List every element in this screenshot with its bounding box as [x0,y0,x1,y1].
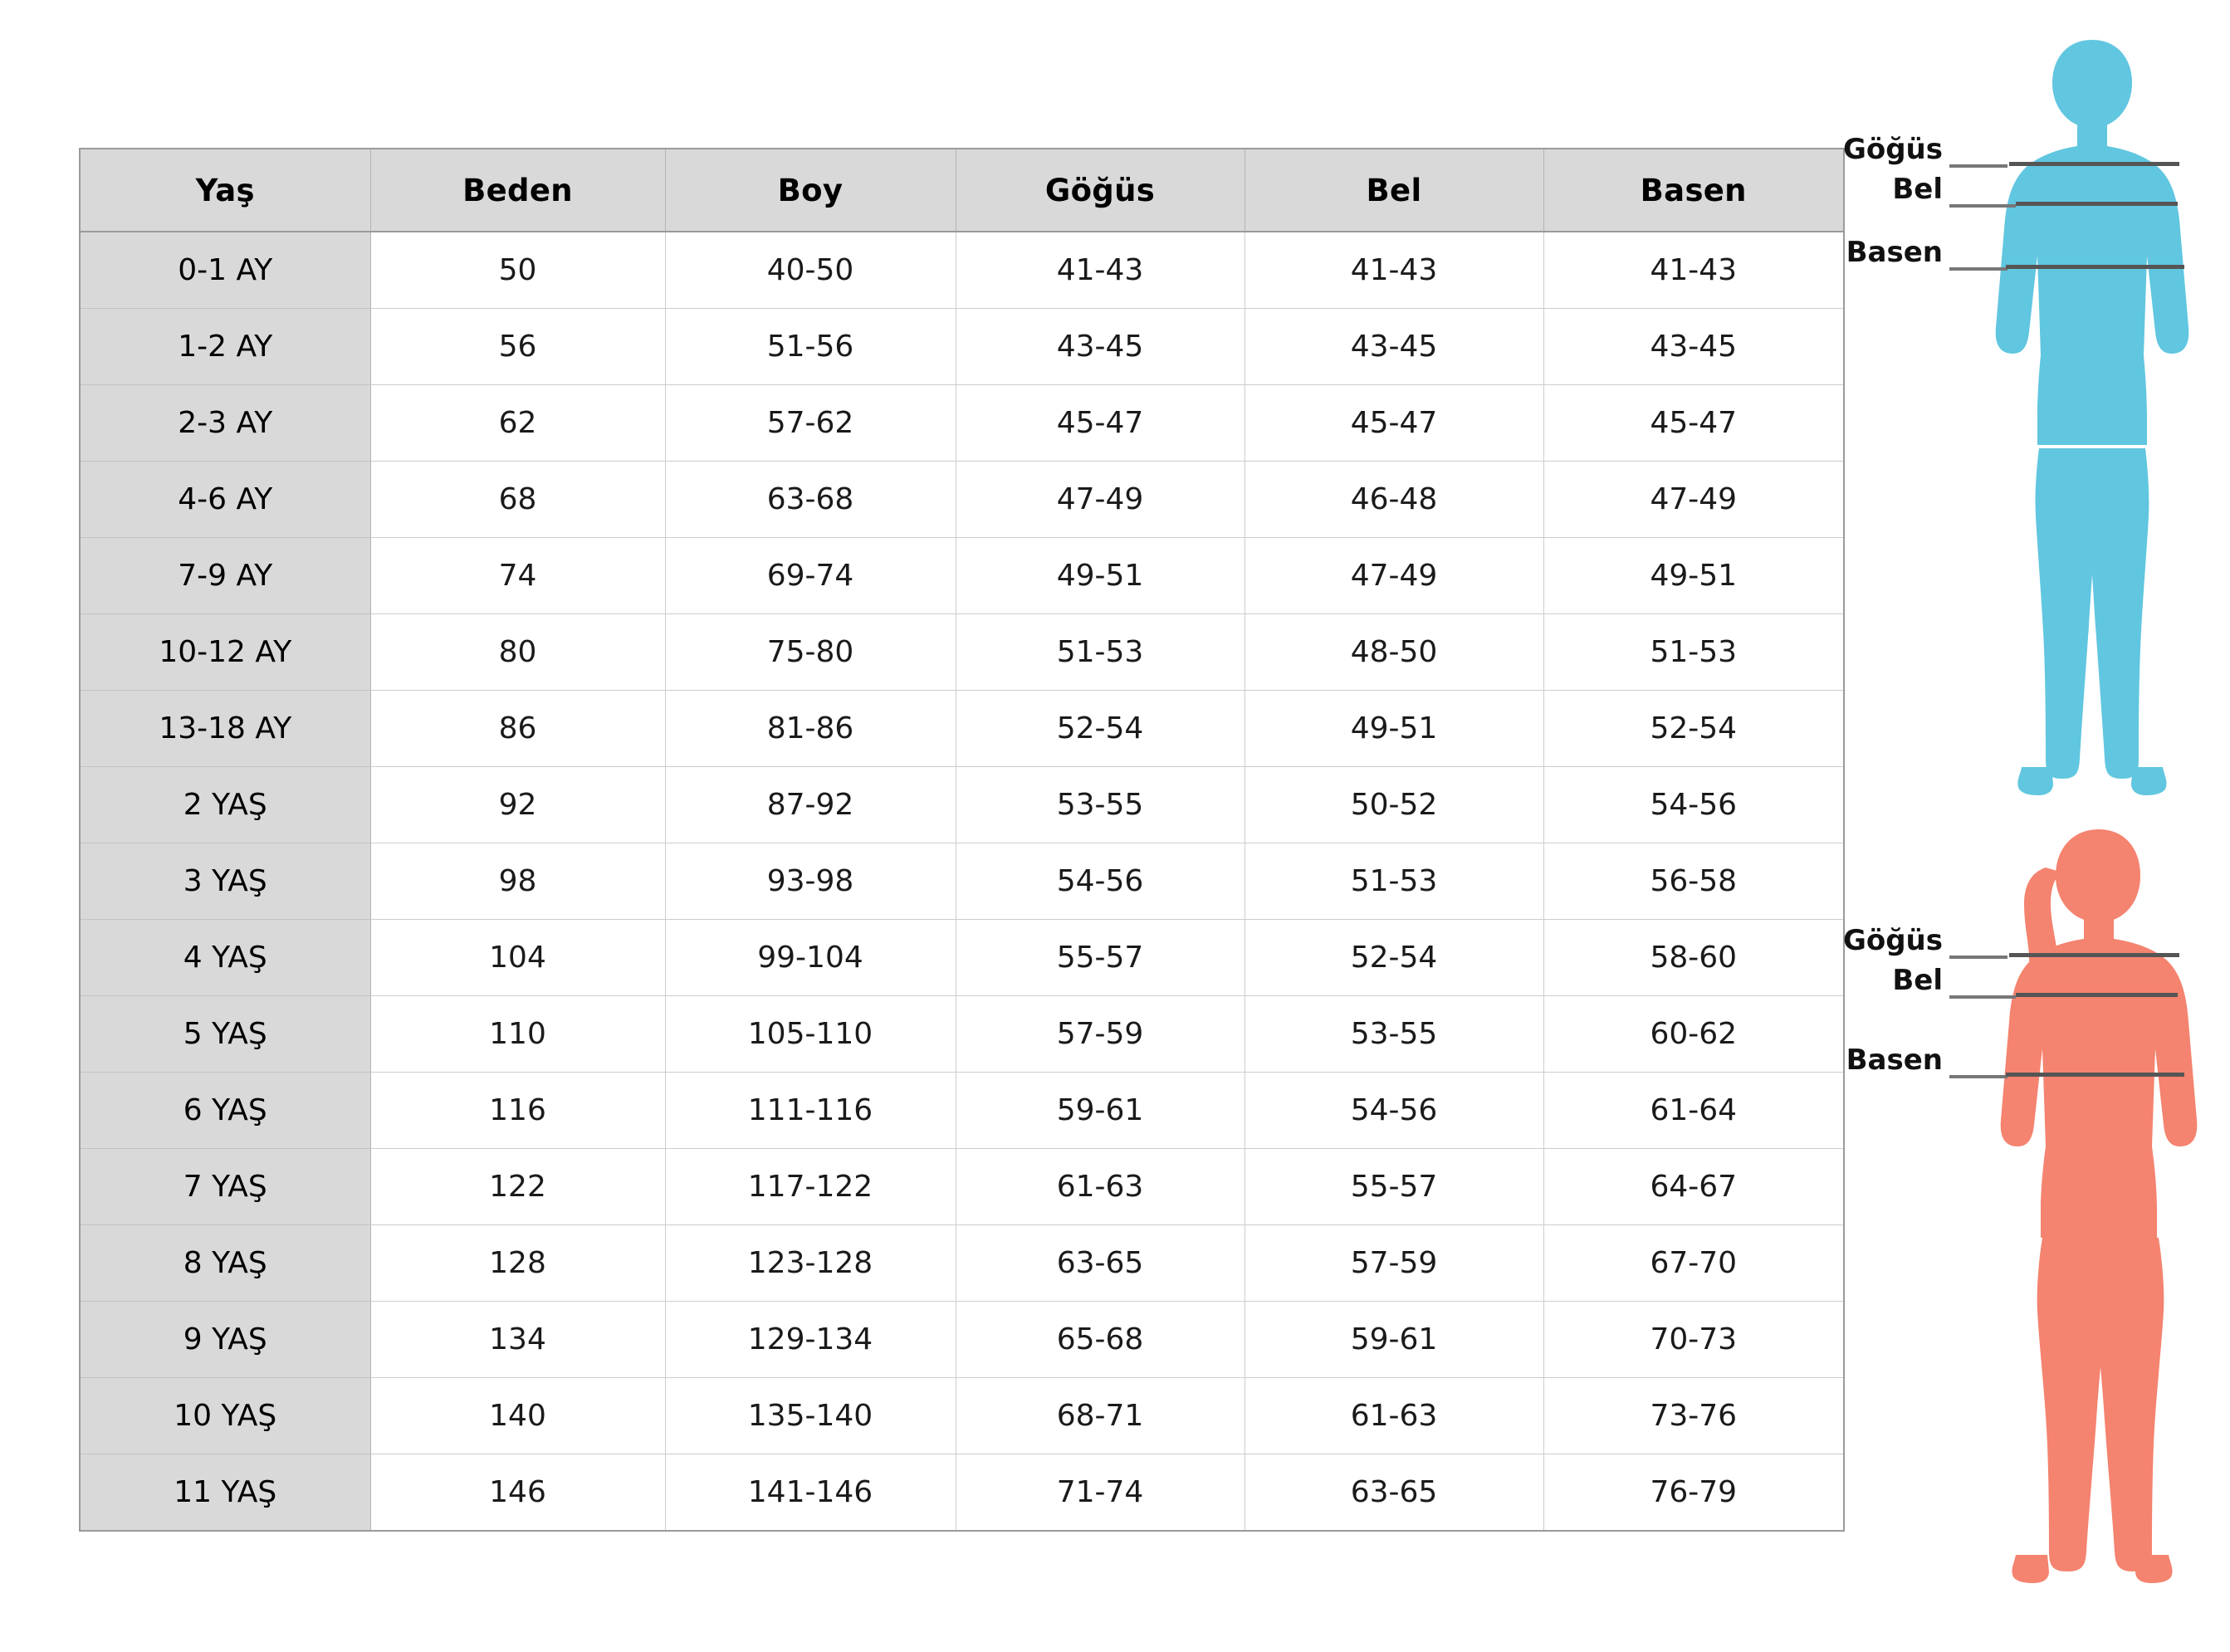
table-row [80,1302,1844,1378]
cell-height: 57-62 [665,385,956,462]
cell-hip: 43-45 [1543,309,1844,385]
table-row [80,385,1844,462]
table-row [80,1454,1844,1532]
cell-chest: 41-43 [956,232,1245,309]
cell-height: 75-80 [665,614,956,691]
cell-age: 5 YAŞ [80,996,370,1073]
cell-height: 105-110 [665,996,956,1073]
table-row [80,309,1844,385]
cell-age: 11 YAŞ [80,1454,370,1532]
cell-age: 3 YAŞ [80,843,370,920]
cell-chest: 54-56 [956,843,1245,920]
cell-chest: 71-74 [956,1454,1245,1532]
cell-height: 117-122 [665,1149,956,1225]
girl-waist-leader-line [1949,995,2016,999]
cell-waist: 57-59 [1245,1225,1543,1302]
size-table [79,148,1845,1532]
cell-chest: 68-71 [956,1378,1245,1454]
column-header-hip: Basen [1543,149,1844,232]
cell-height: 129-134 [665,1302,956,1378]
cell-age: 2 YAŞ [80,767,370,843]
cell-waist: 53-55 [1245,996,1543,1073]
boy-waist-label: Bel [1892,173,1943,206]
cell-size: 86 [370,691,665,767]
boy-hip-leader-line [1949,267,2007,271]
table-row [80,1378,1844,1454]
table-row [80,538,1844,614]
cell-hip: 58-60 [1543,920,1844,996]
cell-hip: 47-49 [1543,462,1844,538]
cell-hip: 76-79 [1543,1454,1844,1532]
boy-chest-leader-line [1949,164,2007,168]
boy-waist-leader-line [1949,204,2016,208]
cell-height: 81-86 [665,691,956,767]
cell-height: 93-98 [665,843,956,920]
cell-hip: 64-67 [1543,1149,1844,1225]
cell-chest: 65-68 [956,1302,1245,1378]
cell-chest: 57-59 [956,996,1245,1073]
cell-height: 63-68 [665,462,956,538]
girl-chest-label: Göğüs [1842,924,1943,957]
cell-waist: 59-61 [1245,1302,1543,1378]
cell-size: 98 [370,843,665,920]
cell-age: 7-9 AY [80,538,370,614]
boy-hip-measure-line [2006,265,2184,269]
cell-age: 13-18 AY [80,691,370,767]
cell-chest: 43-45 [956,309,1245,385]
cell-chest: 45-47 [956,385,1245,462]
cell-height: 51-56 [665,309,956,385]
cell-chest: 51-53 [956,614,1245,691]
boy-chest-label: Göğüs [1842,133,1943,166]
cell-height: 141-146 [665,1454,956,1532]
cell-age: 4-6 AY [80,462,370,538]
cell-hip: 73-76 [1543,1378,1844,1454]
cell-age: 2-3 AY [80,385,370,462]
cell-age: 7 YAŞ [80,1149,370,1225]
cell-height: 40-50 [665,232,956,309]
girl-hip-label: Basen [1846,1043,1943,1077]
cell-size: 74 [370,538,665,614]
cell-size: 116 [370,1073,665,1149]
cell-waist: 48-50 [1245,614,1543,691]
cell-hip: 60-62 [1543,996,1844,1073]
boy-figure-block [1810,33,2225,863]
table-row [80,691,1844,767]
girl-waist-label: Bel [1892,964,1943,997]
cell-size: 134 [370,1302,665,1378]
cell-height: 111-116 [665,1073,956,1149]
girl-waist-measure-line [2016,993,2178,997]
cell-chest: 47-49 [956,462,1245,538]
cell-waist: 49-51 [1245,691,1543,767]
cell-chest: 55-57 [956,920,1245,996]
cell-size: 56 [370,309,665,385]
cell-waist: 61-63 [1245,1378,1543,1454]
cell-size: 68 [370,462,665,538]
cell-waist: 54-56 [1245,1073,1543,1149]
cell-chest: 49-51 [956,538,1245,614]
table-row [80,920,1844,996]
girl-hip-leader-line [1949,1075,2007,1078]
boy-hip-label: Basen [1846,236,1943,269]
cell-height: 123-128 [665,1225,956,1302]
table-row [80,1149,1844,1225]
cell-size: 122 [370,1149,665,1225]
girl-silhouette-icon [1959,818,2225,1648]
cell-size: 50 [370,232,665,309]
cell-waist: 47-49 [1245,538,1543,614]
cell-chest: 59-61 [956,1073,1245,1149]
table-row [80,1225,1844,1302]
cell-size: 140 [370,1378,665,1454]
table-header-row [80,149,1844,232]
cell-size: 128 [370,1225,665,1302]
cell-chest: 63-65 [956,1225,1245,1302]
cell-waist: 45-47 [1245,385,1543,462]
size-table-container [79,148,1843,1532]
girl-figure-block [1810,818,2225,1648]
girl-chest-leader-line [1949,956,2007,959]
cell-hip: 49-51 [1543,538,1844,614]
table-row [80,462,1844,538]
cell-chest: 61-63 [956,1149,1245,1225]
cell-height: 135-140 [665,1378,956,1454]
cell-waist: 55-57 [1245,1149,1543,1225]
cell-height: 87-92 [665,767,956,843]
cell-size: 92 [370,767,665,843]
table-row [80,1073,1844,1149]
table-body [80,232,1844,1531]
girl-chest-measure-line [2009,953,2179,957]
cell-size: 146 [370,1454,665,1532]
cell-hip: 51-53 [1543,614,1844,691]
boy-silhouette-icon [1959,33,2225,863]
table-row [80,843,1844,920]
cell-age: 0-1 AY [80,232,370,309]
cell-hip: 52-54 [1543,691,1844,767]
cell-hip: 41-43 [1543,232,1844,309]
table-row [80,614,1844,691]
cell-age: 4 YAŞ [80,920,370,996]
cell-hip: 61-64 [1543,1073,1844,1149]
cell-age: 1-2 AY [80,309,370,385]
cell-waist: 46-48 [1245,462,1543,538]
table-row [80,767,1844,843]
cell-size: 110 [370,996,665,1073]
cell-waist: 52-54 [1245,920,1543,996]
boy-chest-measure-line [2009,162,2179,166]
table-row [80,996,1844,1073]
column-header-waist: Bel [1245,149,1543,232]
column-header-size: Beden [370,149,665,232]
cell-size: 80 [370,614,665,691]
cell-waist: 50-52 [1245,767,1543,843]
cell-hip: 56-58 [1543,843,1844,920]
cell-hip: 70-73 [1543,1302,1844,1378]
cell-height: 99-104 [665,920,956,996]
cell-hip: 67-70 [1543,1225,1844,1302]
girl-hip-measure-line [2006,1073,2184,1077]
boy-waist-measure-line [2016,202,2178,206]
cell-size: 104 [370,920,665,996]
cell-chest: 52-54 [956,691,1245,767]
cell-waist: 63-65 [1245,1454,1543,1532]
cell-age: 10-12 AY [80,614,370,691]
column-header-chest: Göğüs [956,149,1245,232]
cell-waist: 51-53 [1245,843,1543,920]
column-header-age: Yaş [80,149,370,232]
cell-age: 8 YAŞ [80,1225,370,1302]
cell-age: 9 YAŞ [80,1302,370,1378]
cell-chest: 53-55 [956,767,1245,843]
cell-size: 62 [370,385,665,462]
cell-height: 69-74 [665,538,956,614]
cell-age: 10 YAŞ [80,1378,370,1454]
column-header-height: Boy [665,149,956,232]
cell-age: 6 YAŞ [80,1073,370,1149]
cell-waist: 41-43 [1245,232,1543,309]
cell-hip: 54-56 [1543,767,1844,843]
table-row [80,232,1844,309]
cell-hip: 45-47 [1543,385,1844,462]
cell-waist: 43-45 [1245,309,1543,385]
